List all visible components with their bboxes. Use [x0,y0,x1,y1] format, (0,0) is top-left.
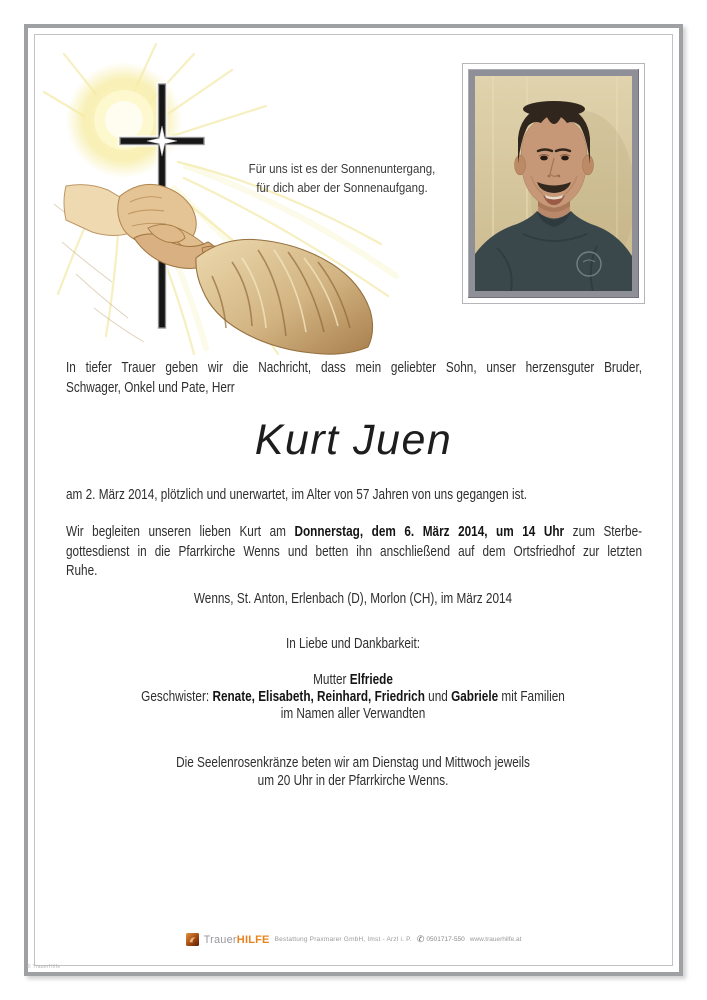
copyright-text: © TrauerHilfe [27,964,61,970]
phone-number: 0501717-550 [426,936,465,943]
funeral-line-1-post: zum Sterbe- [564,524,643,540]
brand-wordmark [204,934,270,946]
footer-brand-bar [0,933,707,946]
mother-label: Mutter [313,672,350,688]
rosary-line-1: Die Seelenrosenkränze beten wir am Dienstag und Mittwoch jeweils [176,755,530,771]
intro-paragraph [66,359,642,398]
deceased-name: Kurt Juen [254,416,453,464]
siblings-names-1: Renate, Elisabeth, Reinhard, Friedrich [212,689,425,705]
funeral-line-2: gottesdienst in die Pfarrkirche Wenns und betten ihn anschließend auf dem Ortsfriedhof zur letzten [66,543,643,560]
portrait-photo-mat [462,63,645,304]
funeral-paragraph [66,523,642,582]
memorial-quote [195,160,489,198]
sleeve-drape [196,239,373,354]
phone-block [417,934,465,945]
portrait-photo [475,76,632,291]
rosary-line-2: um 20 Uhr in der Pfarrkirche Wenns. [257,772,449,789]
mother-line [65,672,641,689]
website-text: www.trauerhilfe.at [469,936,522,943]
death-line [66,486,642,506]
relatives-line: im Namen aller Verwandten [280,706,426,722]
funeral-line-1-pre: Wir begleiten unseren lieben Kurt am [66,524,295,540]
funeral-date-bold: Donnerstag, dem 6. März 2014, um 14 Uhr [294,524,565,540]
phone-icon: ✆ [416,934,425,944]
siblings-name-2: Gabriele [451,689,499,705]
siblings-label: Geschwister: [141,689,213,705]
funeral-line-1 [66,523,642,543]
mother-name: Elfriede [349,672,393,688]
funeral-line-3: Ruhe. [66,563,98,579]
brand-part-trauer: Trauer [203,933,237,946]
rosary-block [65,755,641,790]
portrait-photo-frame [468,69,639,298]
company-line: Bestattung Praxmarer GmbH, Imst - Arzl i. P. [274,936,412,943]
intro-line-2: Schwager, Onkel und Pate, Herr [66,379,235,396]
siblings-suffix: mit Familien [498,689,565,705]
death-line-text: am 2. März 2014, plötzlich und unerwartet, im Alter von 57 Jahren von uns gegangen ist. [66,487,528,503]
trauerhilfe-logo-icon [186,933,199,946]
places-line: Wenns, St. Anton, Erlenbach (D), Morlon (CH), im März 2014 [193,591,513,607]
siblings-line [65,689,641,706]
quote-line-2: für dich aber der Sonnenaufgang. [256,181,428,195]
and-word: und [424,689,452,705]
brand-part-hilfe: HILFE [236,933,270,946]
gratitude-line: In Liebe und Dankbarkeit: [285,636,421,652]
intro-line-1: In tiefer Trauer geben wir die Nachricht, dass mein geliebter Sohn, unser herzensguter Bruder, [66,360,643,376]
quote-line-1: Für uns ist es der Sonnenuntergang, [248,162,436,176]
